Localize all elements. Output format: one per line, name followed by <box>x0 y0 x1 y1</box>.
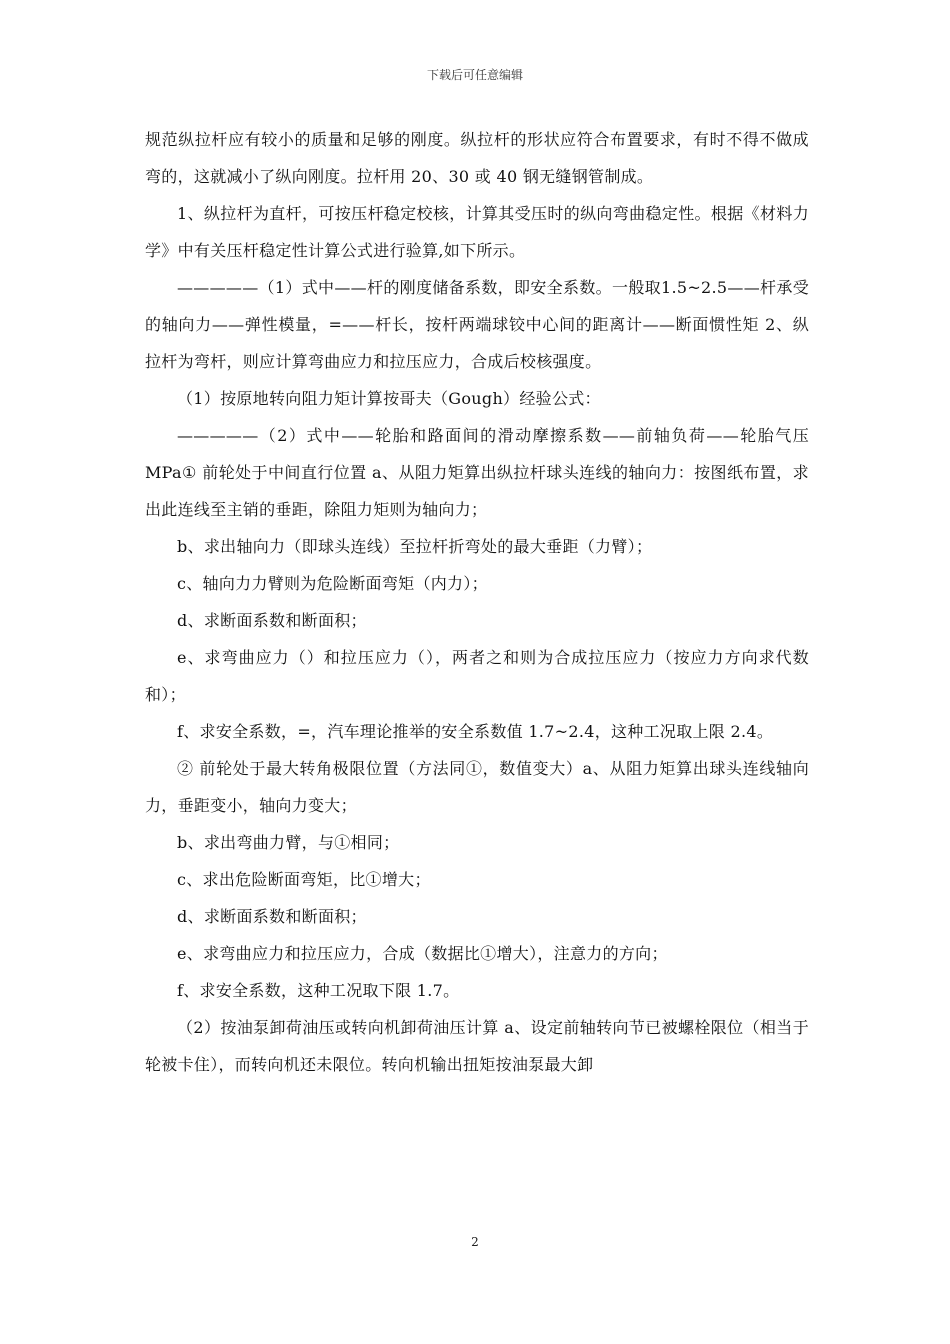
page-header: 下载后可任意编辑 <box>426 68 523 82</box>
paragraph: 规范纵拉杆应有较小的质量和足够的刚度。纵拉杆的形状应符合布置要求，有时不得不做成弯的，这就减小了纵向刚度。拉杆用 20、30 或 40 钢无缝钢管制成。 <box>145 130 809 186</box>
paragraph: d、求断面系数和断面积； <box>177 907 367 926</box>
paragraph: （1）按原地转向阻力矩计算按哥夫（Gough）经验公式： <box>177 389 601 408</box>
document-body <box>145 121 809 1083</box>
paragraph: b、求出轴向力（即球头连线）至拉杆折弯处的最大垂距（力臂）； <box>177 537 653 556</box>
paragraph: f、求安全系数，这种工况取下限 1.7。 <box>177 981 460 1000</box>
paragraph: e、求弯曲应力（）和拉压应力（），两者之和则为合成拉压应力（按应力方向求代数和）； <box>145 648 809 704</box>
paragraph: f、求安全系数，=，汽车理论推举的安全系数值 1.7~2.4，这种工况取上限 2.4。 <box>177 722 774 741</box>
page-number: 2 <box>471 1235 479 1249</box>
paragraph: ② 前轮处于最大转角极限位置（方法同①，数值变大）a、从阻力矩算出球头连线轴向力，垂距变小，轴向力变大； <box>145 759 809 815</box>
paragraph: d、求断面系数和断面积； <box>177 611 367 630</box>
paragraph: —————（2）式中——轮胎和路面间的滑动摩擦系数——前轴负荷——轮胎气压 MPa① 前轮处于中间直行位置 a、从阻力矩算出纵拉杆球头连线的轴向力：按图纸布置，求出此连线至主销的垂距，除阻力矩则为轴向力； <box>145 426 809 519</box>
paragraph: 1、纵拉杆为直杆，可按压杆稳定校核，计算其受压时的纵向弯曲稳定性。根据《材料力学》中有关压杆稳定性计算公式进行验算,如下所示。 <box>145 204 809 260</box>
paragraph: —————（1）式中——杆的刚度储备系数，即安全系数。一般取1.5~2.5——杆承受的轴向力——弹性模量，=——杆长，按杆两端球铰中心间的距离计——断面惯性矩 2、纵拉杆为弯杆，则应计算弯曲应力和拉压应力，合成后校核强度。 <box>145 278 809 371</box>
paragraph: c、求出危险断面弯矩，比①增大； <box>177 870 431 889</box>
paragraph: （2）按油泵卸荷油压或转向机卸荷油压计算 a、设定前轴转向节已被螺栓限位（相当于轮被卡住），而转向机还未限位。转向机输出扭矩按油泵最大卸 <box>145 1018 809 1074</box>
paragraph: e、求弯曲应力和拉压应力，合成（数据比①增大），注意力的方向； <box>177 944 668 963</box>
paragraph: b、求出弯曲力臂，与①相同； <box>177 833 400 852</box>
paragraph: c、轴向力力臂则为危险断面弯矩（内力）； <box>177 574 488 593</box>
